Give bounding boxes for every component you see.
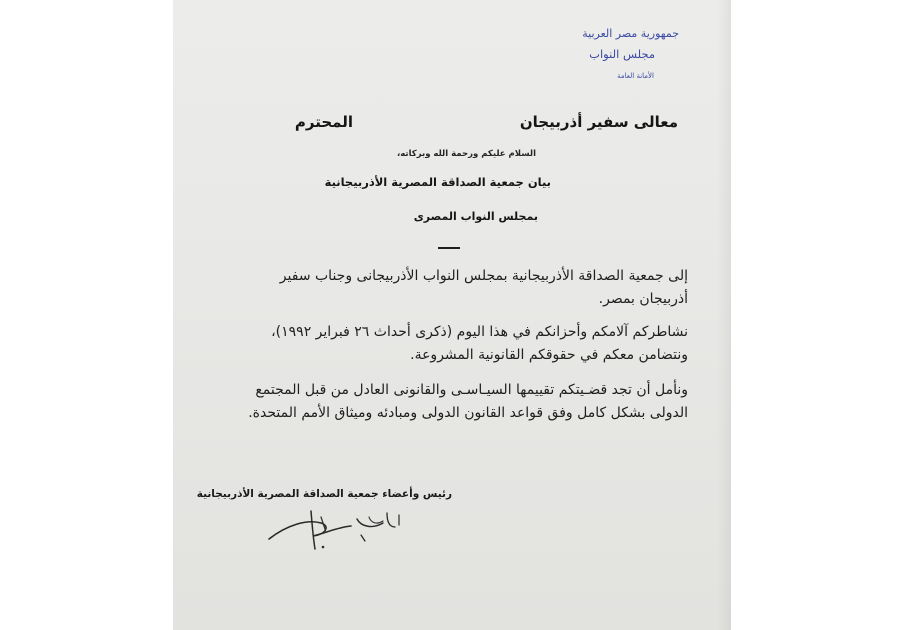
paragraph-2-line-1: نشاطركم آلامكم وأحزانكم في هذا اليوم (ذكرى أحداث ٢٦ فبراير ١٩٩٢)، — [271, 324, 688, 340]
parliament-line: بمجلس النواب المصرى — [413, 210, 538, 223]
letterhead-department: الأمانة العامة — [617, 72, 654, 80]
greeting-line: السلام عليكم ورحمة الله وبركاته، — [397, 149, 536, 159]
letterhead-country: جمهورية مصر العربية — [582, 27, 679, 40]
handwritten-signature — [265, 505, 415, 555]
addressee-title: معالى سفير أذربيجان — [519, 113, 678, 131]
paragraph-1-line-2: أذربيجان بمصر. — [598, 291, 688, 307]
statement-title: بيان جمعية الصداقة المصرية الأذربيجانية — [324, 175, 551, 189]
separator-rule — [438, 247, 460, 249]
letter-page — [173, 0, 731, 630]
paragraph-1-line-1: إلى جمعية الصداقة الأذربيجانية بمجلس النواب الأذربيجانى وجناب سفير — [279, 268, 688, 284]
letterhead-institution: مجلس النواب — [589, 47, 655, 61]
addressee-honorific: المحترم — [294, 113, 353, 131]
signatory-line: رئيس وأعضاء جمعية الصداقة المصرية الأذربيجانية — [196, 488, 452, 500]
paragraph-2-line-2: ونتضامن معكم في حقوقكم القانونية المشروعة. — [410, 347, 688, 363]
paragraph-3-line-2: الدولى بشكل كامل وفق قواعد القانون الدولى ومبادئه وميثاق الأمم المتحدة. — [248, 405, 688, 421]
paragraph-3-line-1: ونأمل أن تجد قضـيتكم تقييمها السيـاسـى والقانونى العادل من قبل المجتمع — [255, 382, 688, 398]
